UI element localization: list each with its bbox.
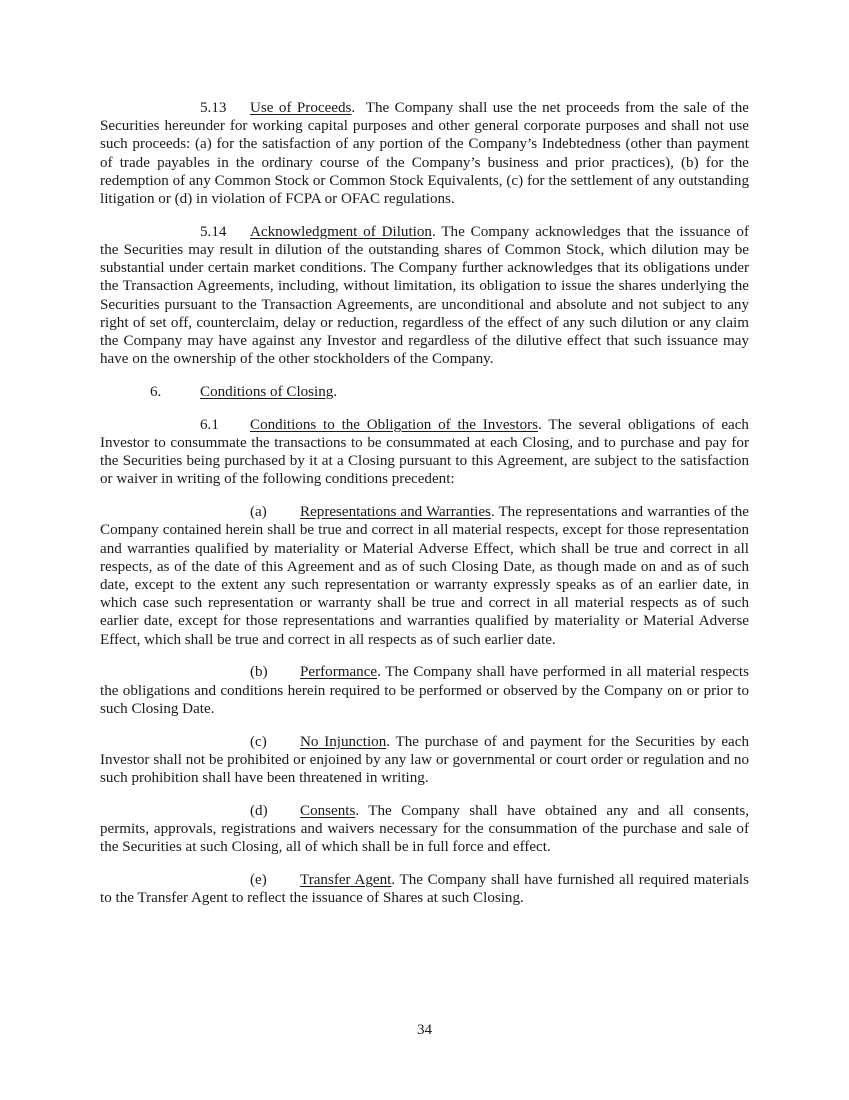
condition-label: (a)	[250, 504, 267, 521]
section-body: The several obligations of each Investor to consummate the transactions to be consummated at each Closing, and to purchase and pay for the Securities being purchased by it at a Closing pursuant to this Agreement, are subject to the satisfaction or waiver in writing of the following conditions precedent:	[100, 416, 749, 488]
condition-title: Consents	[300, 802, 356, 819]
article-6-heading: 6. Conditions of Closing.	[150, 384, 338, 401]
condition-label: (b)	[250, 664, 268, 681]
section-title: Acknowledgment of Dilution	[250, 223, 432, 240]
condition-body: The Company shall have performed in all material respects the obligations and conditions herein required to be performed or observed by the Company on or prior to such Closing Date.	[100, 664, 749, 717]
section-number: 5.13	[200, 100, 227, 116]
condition-body: The Company shall have furnished all required materials to the Transfer Agent to reflect the issuance of Shares at such Closing.	[100, 872, 749, 907]
condition-a: (a) Representations and Warranties. The representations and warranties of the Company contained herein shall be true and correct in all material respects, except for those representation and warranties qualified by materiality or Material Adverse Effect, which shall be true and correct in all respects, as of the date of this Agreement and as of such Closing Date, as though made on and as of such date, except to the extent any such representation or warranty expressly speaks as of an earlier date, in which case such representation or warranty shall be true and correct in all material respects as of such earlier date, except for those representations and warranties qualified by materiality or Material Adverse Effect, which shall be true and correct in all respects as of such earlier date.	[100, 504, 749, 648]
condition-title: Performance	[300, 664, 378, 681]
article-title: Conditions of Closing	[200, 384, 334, 401]
section-body: The Company shall use the net proceeds from the sale of the Securities hereunder for working capital purposes and other general corporate purposes and shall not use such proceeds: (a) for the satisfaction of any portion of the Company’s Indebtedness (other than payment of trade payables in the ordinary course of the Company’s business and prior practices), (b) for the redemption of any Common Stock or Common Stock Equivalents, (c) for the settlement of any outstanding litigation or (d) in violation of FCPA or OFAC regulations.	[100, 100, 749, 208]
section-body: The Company acknowledges that the issuance of the Securities may result in dilution of the outstanding shares of Common Stock, which dilution may be substantial under certain market conditions. The Company further acknowledges that its obligations under the Transaction Agreements, including, without limitation, its obligation to issue the shares underlying the Securities pursuant to the Transaction Agreements, are unconditional and absolute and not subject to any right of set off, counterclaim, delay or reduction, regardless of the effect of any such dilution or any claim the Company may have against any Investor and regardless of the dilutive effect that such issuance may have on the ownership of the other stockholders of the Company.	[100, 223, 749, 368]
condition-body: The representations and warranties of the Company contained herein shall be true and correct in all material respects, except for those representation and warranties qualified by materiality or Material Adverse Effect, which shall be true and correct in all respects, as of the date of this Agreement and as of such Closing Date, as though made on and as of such date, except to the extent any such representation or warranty expressly speaks as of an earlier date, in which case such representation or warranty shall be true and correct in all material respects as of such earlier date, except for those representations and warranties qualified by materiality or Material Adverse Effect, which shall be true and correct in all respects as of such earlier date.	[100, 504, 749, 648]
condition-title: No Injunction	[300, 733, 387, 750]
condition-b: (b) Performance. The Company shall have performed in all material respects the obligations and conditions herein required to be performed or observed by the Company on or prior to such Closing Date.	[100, 664, 749, 717]
condition-label: (c)	[250, 733, 267, 750]
condition-body: The purchase of and payment for the Securities by each Investor shall not be prohibited or enjoined by any law or governmental or court order or regulation and no such prohibition shall have been threatened in writing.	[100, 733, 749, 787]
section-6-1: 6.1 Conditions to the Obligation of the Investors. The several obligations of each Investor to consummate the transactions to be consummated at each Closing, and to purchase and pay for the Securities being purchased by it at a Closing pursuant to this Agreement, are subject to the satisfaction or waiver in writing of the following conditions precedent:	[100, 416, 749, 488]
document-page	[100, 99, 749, 922]
condition-d: (d) Consents. The Company shall have obtained any and all consents, permits, approvals, registrations and waivers necessary for the consummation of the purchase and sale of the Securities at such Closing, all of which shall be in full force and effect.	[100, 802, 749, 856]
condition-c: (c) No Injunction. The purchase of and payment for the Securities by each Investor shall not be prohibited or enjoined by any law or governmental or court order or regulation and no such prohibition shall have been threatened in writing.	[100, 733, 749, 787]
condition-body: The Company shall have obtained any and all consents, permits, approvals, registrations and waivers necessary for the consummation of the purchase and sale of the Securities at such Closing, all of which shall be in full force and effect.	[100, 802, 749, 856]
condition-title: Representations and Warranties	[300, 504, 491, 521]
section-title: Conditions to the Obligation of the Investors	[250, 416, 539, 433]
condition-label: (d)	[250, 802, 268, 819]
page-number: 34	[416, 1022, 433, 1038]
section-title: Use of Proceeds	[250, 100, 352, 116]
condition-label: (e)	[250, 872, 267, 889]
section-5-14: 5.14 Acknowledgment of Dilution. The Company acknowledges that the issuance of the Securities may result in dilution of the outstanding shares of Common Stock, which dilution may be substantial under certain market conditions. The Company further acknowledges that its obligations under the Transaction Agreements, including, without limitation, its obligation to issue the shares underlying the Securities pursuant to the Transaction Agreements, are unconditional and absolute and not subject to any right of set off, counterclaim, delay or reduction, regardless of the effect of any such dilution or any claim the Company may have against any Investor and regardless of the dilutive effect that such issuance may have on the ownership of the other stockholders of the Company.	[100, 223, 749, 368]
condition-e: (e) Transfer Agent. The Company shall have furnished all required materials to the Transfer Agent to reflect the issuance of Shares at such Closing.	[100, 872, 749, 907]
section-5-13: 5.13 Use of Proceeds. The Company shall use the net proceeds from the sale of the Securities hereunder for working capital purposes and other general corporate purposes and shall not use such proceeds: (a) for the satisfaction of any portion of the Company’s Indebtedness (other than payment of trade payables in the ordinary course of the Company’s business and prior practices), (b) for the redemption of any Common Stock or Common Stock Equivalents, (c) for the settlement of any outstanding litigation or (d) in violation of FCPA or OFAC regulations.	[100, 100, 749, 208]
condition-title: Transfer Agent	[300, 872, 392, 889]
section-number: 6.1	[200, 416, 219, 433]
section-number: 5.14	[200, 223, 227, 240]
article-number: 6.	[150, 384, 162, 401]
